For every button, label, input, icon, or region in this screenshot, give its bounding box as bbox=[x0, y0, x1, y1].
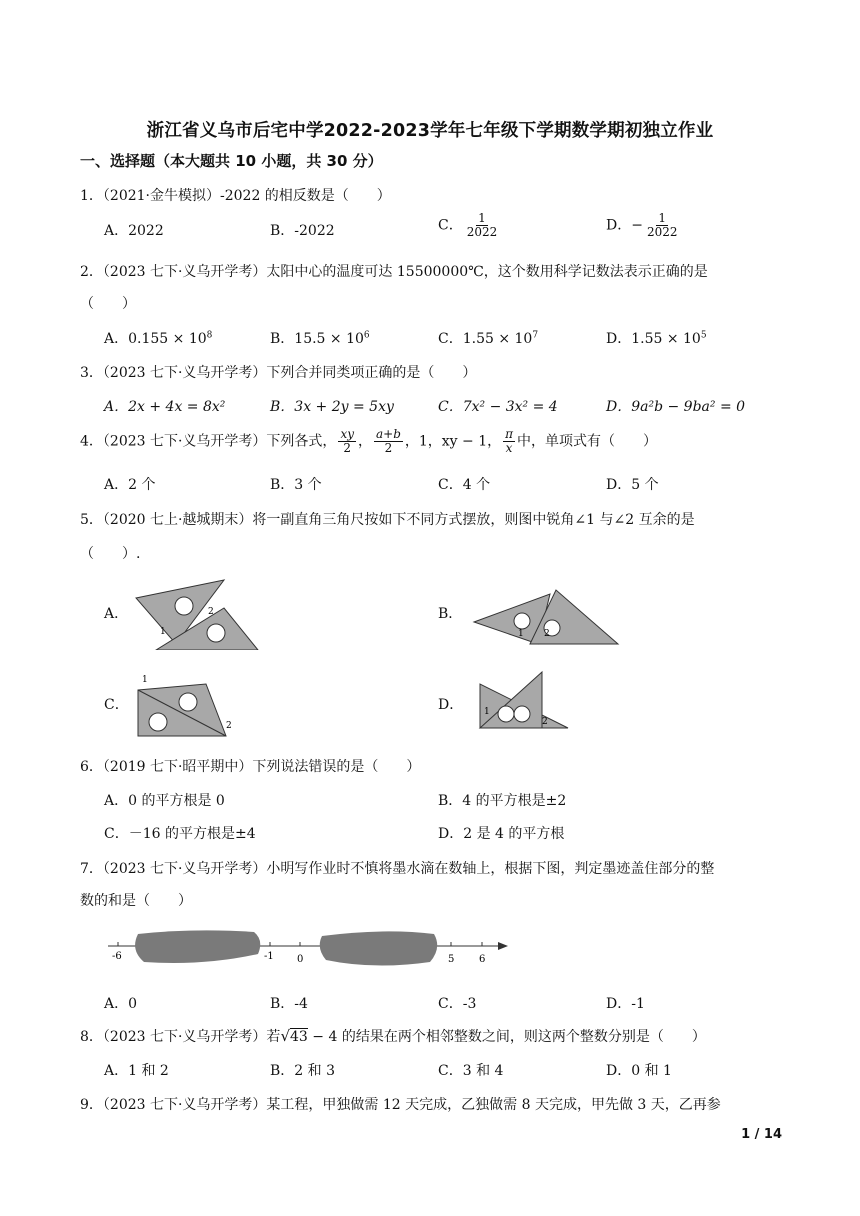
question-2-stem-cont: （ ） bbox=[80, 296, 136, 312]
question-9-stem: 9．（2023 七下·义乌开学考）某工程，甲独做需 12 天完成，乙独做需 8 天完成，甲先做 3 天，乙再参 bbox=[80, 1097, 721, 1113]
q3-option-c: C．7x² − 3x² = 4 bbox=[438, 399, 558, 415]
q6-option-c: C．－16 的平方根是±4 bbox=[104, 826, 256, 842]
svg-text:1: 1 bbox=[484, 707, 490, 717]
q7-option-c: C．-3 bbox=[438, 996, 477, 1012]
svg-text:1: 1 bbox=[142, 675, 148, 685]
q7-option-d: D．-1 bbox=[606, 996, 645, 1012]
ink-blot-right bbox=[320, 931, 437, 965]
question-7-stem-cont: 数的和是（ ） bbox=[80, 893, 192, 909]
tick-label: -1 bbox=[264, 951, 274, 962]
q5-option-b: B． bbox=[438, 606, 463, 622]
q1-option-a: A．2022 bbox=[104, 223, 164, 239]
q8-option-a: A．1 和 2 bbox=[104, 1063, 169, 1079]
svg-text:1: 1 bbox=[518, 629, 524, 639]
svg-text:2: 2 bbox=[208, 607, 214, 617]
question-7-stem: 7．（2023 七下·义乌开学考）小明写作业时不慎将墨水滴在数轴上，根据下图，判定墨迹盖住部分的整 bbox=[80, 861, 715, 877]
tick-label: -6 bbox=[112, 951, 122, 962]
question-8-stem: 8．（2023 七下·义乌开学考）若√43 − 4 的结果在两个相邻整数之间，则这两个整数分别是（ ） bbox=[80, 1027, 706, 1045]
q2-option-a: A．$0.155 \times 10^8$ bbox=[104, 330, 213, 347]
q2-option-b: B．$15.5 \times 10^6$ bbox=[270, 330, 370, 347]
question-5-stem: 5．（2020 七上·越城期末）将一副直角三角尺按如下不同方式摆放，则图中锐角∠1 与∠2 互余的是 bbox=[80, 512, 695, 528]
question-5-stem-cont: （ ）. bbox=[80, 546, 141, 562]
svg-text:2: 2 bbox=[226, 721, 232, 731]
q1-option-d: D．− $\frac{1}{2022}$ bbox=[606, 211, 678, 239]
q4-option-a: A．2 个 bbox=[104, 477, 156, 493]
q5-figure-d bbox=[476, 670, 572, 732]
q8-option-d: D．0 和 1 bbox=[606, 1063, 672, 1079]
q4-option-c: C．4 个 bbox=[438, 477, 491, 493]
q7-option-a: A．0 bbox=[104, 996, 138, 1012]
q6-option-b: B．4 的平方根是±2 bbox=[438, 793, 567, 809]
question-1-stem: 1．（2021·金牛模拟）-2022 的相反数是（ ） bbox=[80, 188, 391, 204]
q8-option-b: B．2 和 3 bbox=[270, 1063, 336, 1079]
q7-option-b: B．-4 bbox=[270, 996, 308, 1012]
q5-figure-b bbox=[470, 586, 622, 646]
tick-label: 0 bbox=[297, 954, 304, 965]
question-6-stem: 6．（2019 七下·昭平期中）下列说法错误的是（ ） bbox=[80, 759, 421, 775]
q5-option-d: D． bbox=[438, 697, 464, 713]
svg-text:2: 2 bbox=[542, 717, 548, 727]
question-3-stem: 3．（2023 七下·义乌开学考）下列合并同类项正确的是（ ） bbox=[80, 365, 477, 381]
q4-option-d: D．5 个 bbox=[606, 477, 659, 493]
q8-option-c: C．3 和 4 bbox=[438, 1063, 504, 1079]
q3-option-a: A．2x + 4x = 8x² bbox=[104, 399, 226, 415]
q1-option-b: B．-2022 bbox=[270, 223, 335, 239]
tick-label: 5 bbox=[448, 954, 455, 965]
page-title: 浙江省义乌市后宅中学2022-2023学年七年级下学期数学期初独立作业 bbox=[146, 121, 714, 141]
svg-text:1: 1 bbox=[160, 627, 166, 637]
page-number: 1 / 14 bbox=[741, 1127, 782, 1142]
q2-option-d: D．$1.55 \times 10^5$ bbox=[606, 330, 707, 347]
number-line-figure bbox=[104, 926, 514, 972]
q5-option-a: A． bbox=[104, 606, 129, 622]
question-2-stem: 2．（2023 七下·义乌开学考）太阳中心的温度可达 15500000℃，这个数用科学记数法表示正确的是 bbox=[80, 264, 708, 280]
ink-blot-left bbox=[135, 930, 260, 963]
q5-figure-a bbox=[128, 578, 263, 650]
question-4-stem: 4．（2023 七下·义乌开学考）下列各式， $\frac{xy}{2}$ ， $\frac{a+b}{2}$ ，1，xy − 1， $\frac{\pi}{x}$ 中，单项式有（ ） bbox=[80, 427, 658, 455]
q2-option-c: C．$1.55 \times 10^7$ bbox=[438, 330, 539, 347]
q5-figure-c bbox=[136, 672, 236, 740]
section-heading: 一、选择题（本大题共 10 小题，共 30 分） bbox=[80, 152, 383, 170]
svg-text:2: 2 bbox=[544, 629, 550, 639]
q3-option-b: B．3x + 2y = 5xy bbox=[270, 399, 394, 415]
q6-option-a: A．0 的平方根是 0 bbox=[104, 793, 225, 809]
q6-option-d: D．2 是 4 的平方根 bbox=[438, 826, 565, 842]
q5-option-c: C． bbox=[104, 697, 129, 713]
q1-option-c: C． $\frac{1}{2022}$ bbox=[438, 211, 498, 239]
tick-label: 6 bbox=[479, 954, 486, 965]
q3-option-d: D．9a²b − 9ba² = 0 bbox=[606, 399, 746, 415]
q4-option-b: B．3 个 bbox=[270, 477, 322, 493]
